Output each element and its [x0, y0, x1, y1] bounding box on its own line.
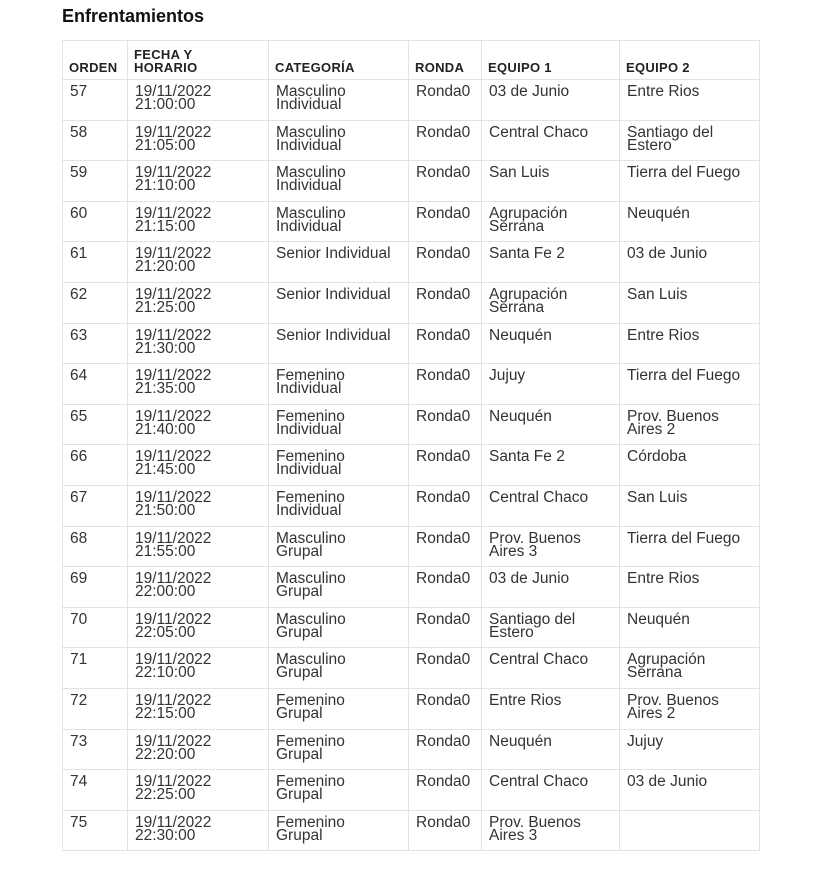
cell-ronda: Ronda0 — [409, 567, 482, 608]
cell-ronda: Ronda0 — [409, 648, 482, 689]
cell-equipo-1: Central Chaco — [482, 120, 620, 161]
cell-equipo-2: San Luis — [620, 282, 760, 323]
cell-equipo-2 — [620, 810, 760, 851]
cell-equipo-2: Prov. Buenos Aires 2 — [620, 404, 760, 445]
cell-orden: 59 — [63, 161, 128, 202]
cell-categoria: Masculino Grupal — [269, 567, 409, 608]
cell-ronda: Ronda0 — [409, 688, 482, 729]
cell-orden: 67 — [63, 485, 128, 526]
cell-equipo-2: 03 de Junio — [620, 770, 760, 811]
cell-ronda: Ronda0 — [409, 242, 482, 283]
cell-categoria: Femenino Grupal — [269, 688, 409, 729]
cell-ronda: Ronda0 — [409, 526, 482, 567]
cell-equipo-2: Tierra del Fuego — [620, 526, 760, 567]
cell-orden: 72 — [63, 688, 128, 729]
cell-orden: 69 — [63, 567, 128, 608]
cell-categoria: Senior Individual — [269, 323, 409, 364]
cell-fecha-horario: 19/11/2022 22:10:00 — [128, 648, 269, 689]
cell-equipo-1: Santa Fe 2 — [482, 445, 620, 486]
cell-ronda: Ronda0 — [409, 404, 482, 445]
cell-ronda: Ronda0 — [409, 161, 482, 202]
cell-fecha-horario: 19/11/2022 22:00:00 — [128, 567, 269, 608]
cell-orden: 63 — [63, 323, 128, 364]
matches-table — [62, 40, 760, 851]
cell-equipo-2: Tierra del Fuego — [620, 364, 760, 405]
cell-ronda: Ronda0 — [409, 445, 482, 486]
cell-fecha-horario: 19/11/2022 21:55:00 — [128, 526, 269, 567]
table-row — [63, 688, 760, 729]
cell-equipo-1: Entre Rios — [482, 688, 620, 729]
cell-categoria: Masculino Individual — [269, 201, 409, 242]
cell-equipo-1: Central Chaco — [482, 485, 620, 526]
cell-fecha-horario: 19/11/2022 22:05:00 — [128, 607, 269, 648]
cell-categoria: Femenino Individual — [269, 445, 409, 486]
cell-categoria: Masculino Individual — [269, 120, 409, 161]
table-row — [63, 770, 760, 811]
column-header-fecha-horario: FECHA Y HORARIO — [128, 41, 269, 80]
cell-ronda: Ronda0 — [409, 607, 482, 648]
column-header-orden: ORDEN — [63, 41, 128, 80]
cell-fecha-horario: 19/11/2022 21:25:00 — [128, 282, 269, 323]
cell-categoria: Femenino Grupal — [269, 770, 409, 811]
cell-orden: 60 — [63, 201, 128, 242]
table-row — [63, 526, 760, 567]
cell-orden: 65 — [63, 404, 128, 445]
cell-orden: 66 — [63, 445, 128, 486]
cell-ronda: Ronda0 — [409, 770, 482, 811]
cell-orden: 68 — [63, 526, 128, 567]
cell-fecha-horario: 19/11/2022 21:50:00 — [128, 485, 269, 526]
table-row — [63, 729, 760, 770]
table-row — [63, 607, 760, 648]
cell-equipo-1: 03 de Junio — [482, 80, 620, 121]
cell-equipo-2: Córdoba — [620, 445, 760, 486]
cell-orden: 74 — [63, 770, 128, 811]
cell-orden: 70 — [63, 607, 128, 648]
table-row — [63, 485, 760, 526]
cell-ronda: Ronda0 — [409, 323, 482, 364]
cell-fecha-horario: 19/11/2022 21:00:00 — [128, 80, 269, 121]
cell-equipo-1: Jujuy — [482, 364, 620, 405]
cell-equipo-2: Entre Rios — [620, 80, 760, 121]
cell-equipo-1: Santiago del Estero — [482, 607, 620, 648]
cell-equipo-1: Santa Fe 2 — [482, 242, 620, 283]
cell-orden: 58 — [63, 120, 128, 161]
cell-ronda: Ronda0 — [409, 120, 482, 161]
cell-ronda: Ronda0 — [409, 80, 482, 121]
table-row — [63, 404, 760, 445]
cell-equipo-2: San Luis — [620, 485, 760, 526]
cell-equipo-2: Prov. Buenos Aires 2 — [620, 688, 760, 729]
column-header-ronda: RONDA — [409, 41, 482, 80]
column-header-categoria: CATEGORÍA — [269, 41, 409, 80]
cell-equipo-2: Neuquén — [620, 607, 760, 648]
cell-categoria: Femenino Grupal — [269, 729, 409, 770]
cell-orden: 75 — [63, 810, 128, 851]
cell-equipo-2: Neuquén — [620, 201, 760, 242]
cell-fecha-horario: 19/11/2022 21:45:00 — [128, 445, 269, 486]
cell-fecha-horario: 19/11/2022 21:05:00 — [128, 120, 269, 161]
cell-categoria: Senior Individual — [269, 242, 409, 283]
cell-categoria: Masculino Individual — [269, 161, 409, 202]
cell-orden: 64 — [63, 364, 128, 405]
cell-categoria: Femenino Individual — [269, 364, 409, 405]
cell-orden: 62 — [63, 282, 128, 323]
cell-fecha-horario: 19/11/2022 21:15:00 — [128, 201, 269, 242]
table-row — [63, 648, 760, 689]
cell-orden: 71 — [63, 648, 128, 689]
cell-equipo-2: Jujuy — [620, 729, 760, 770]
cell-equipo-1: Agrupación Serrana — [482, 282, 620, 323]
cell-fecha-horario: 19/11/2022 21:10:00 — [128, 161, 269, 202]
cell-ronda: Ronda0 — [409, 810, 482, 851]
cell-equipo-1: Neuquén — [482, 729, 620, 770]
cell-ronda: Ronda0 — [409, 485, 482, 526]
cell-categoria: Femenino Individual — [269, 404, 409, 445]
cell-equipo-2: Entre Rios — [620, 567, 760, 608]
cell-categoria: Femenino Individual — [269, 485, 409, 526]
cell-orden: 57 — [63, 80, 128, 121]
table-row — [63, 445, 760, 486]
cell-equipo-1: Prov. Buenos Aires 3 — [482, 810, 620, 851]
cell-equipo-2: 03 de Junio — [620, 242, 760, 283]
cell-categoria: Masculino Grupal — [269, 526, 409, 567]
cell-fecha-horario: 19/11/2022 21:30:00 — [128, 323, 269, 364]
cell-equipo-2: Tierra del Fuego — [620, 161, 760, 202]
table-row — [63, 120, 760, 161]
cell-categoria: Masculino Grupal — [269, 607, 409, 648]
column-header-equipo-2: EQUIPO 2 — [620, 41, 760, 80]
cell-equipo-1: Agrupación Serrana — [482, 201, 620, 242]
cell-ronda: Ronda0 — [409, 201, 482, 242]
cell-fecha-horario: 19/11/2022 22:30:00 — [128, 810, 269, 851]
cell-equipo-1: Central Chaco — [482, 770, 620, 811]
cell-equipo-2: Santiago del Estero — [620, 120, 760, 161]
cell-orden: 73 — [63, 729, 128, 770]
cell-fecha-horario: 19/11/2022 21:35:00 — [128, 364, 269, 405]
cell-fecha-horario: 19/11/2022 21:40:00 — [128, 404, 269, 445]
cell-equipo-1: Neuquén — [482, 323, 620, 364]
table-row — [63, 323, 760, 364]
page-title: Enfrentamientos — [62, 6, 205, 26]
cell-fecha-horario: 19/11/2022 22:25:00 — [128, 770, 269, 811]
cell-fecha-horario: 19/11/2022 21:20:00 — [128, 242, 269, 283]
cell-ronda: Ronda0 — [409, 364, 482, 405]
cell-equipo-2: Entre Rios — [620, 323, 760, 364]
cell-equipo-1: Prov. Buenos Aires 3 — [482, 526, 620, 567]
column-header-equipo-1: EQUIPO 1 — [482, 41, 620, 80]
cell-fecha-horario: 19/11/2022 22:20:00 — [128, 729, 269, 770]
cell-equipo-1: Neuquén — [482, 404, 620, 445]
cell-ronda: Ronda0 — [409, 282, 482, 323]
cell-fecha-horario: 19/11/2022 22:15:00 — [128, 688, 269, 729]
cell-equipo-2: Agrupación Serrana — [620, 648, 760, 689]
table-row — [63, 242, 760, 283]
cell-categoria: Masculino Grupal — [269, 648, 409, 689]
cell-categoria: Femenino Grupal — [269, 810, 409, 851]
cell-ronda: Ronda0 — [409, 729, 482, 770]
cell-categoria: Senior Individual — [269, 282, 409, 323]
cell-equipo-1: Central Chaco — [482, 648, 620, 689]
table-header-row — [63, 41, 760, 80]
cell-equipo-1: San Luis — [482, 161, 620, 202]
table-row — [63, 810, 760, 851]
cell-categoria: Masculino Individual — [269, 80, 409, 121]
cell-orden: 61 — [63, 242, 128, 283]
table-row — [63, 80, 760, 121]
table-row — [63, 567, 760, 608]
table-row — [63, 161, 760, 202]
cell-equipo-1: 03 de Junio — [482, 567, 620, 608]
table-row — [63, 201, 760, 242]
table-row — [63, 364, 760, 405]
table-row — [63, 282, 760, 323]
